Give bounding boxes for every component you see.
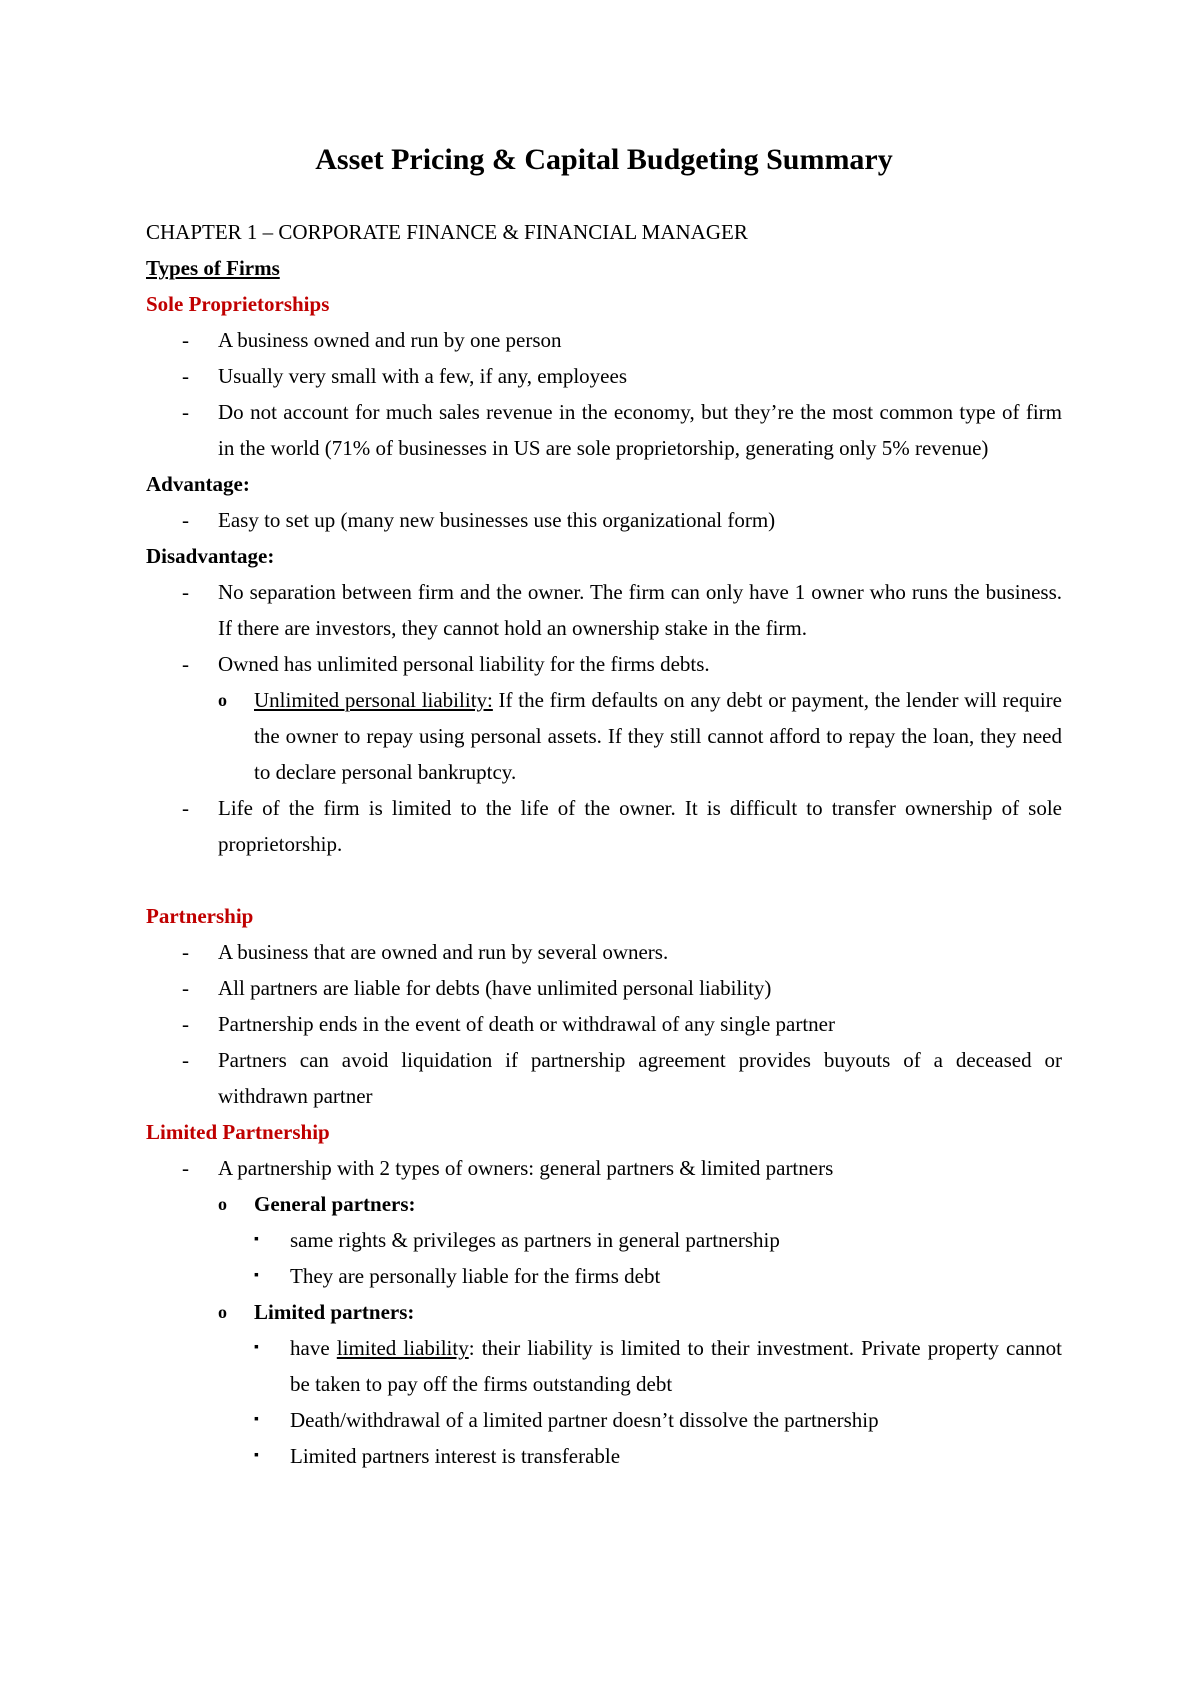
liability-sublist: [218, 682, 1062, 790]
square-bullet: ▪: [254, 1448, 259, 1463]
list-item: [146, 1042, 1062, 1114]
dash-bullet: -: [182, 940, 189, 964]
limited-liability-term: limited liability: [336, 1336, 469, 1360]
circle-bullet: o: [218, 1194, 227, 1214]
list-item-text: A business that are owned and run by several owners.: [218, 940, 669, 964]
dash-bullet: -: [182, 1048, 189, 1072]
list-item-text: They are personally liable for the firms debt: [290, 1264, 661, 1288]
square-bullet: ▪: [254, 1268, 259, 1283]
square-bullet: ▪: [254, 1412, 259, 1427]
list-item: [146, 1150, 1062, 1474]
list-item: [146, 574, 1062, 646]
chapter-heading: CHAPTER 1 – CORPORATE FINANCE & FINANCIAL MANAGER: [146, 220, 748, 244]
limited-partners-sublist: [254, 1330, 1062, 1474]
list-item: [254, 1258, 1062, 1294]
partnership-heading: Partnership: [146, 904, 254, 928]
list-item-text: Partnership ends in the event of death or withdrawal of any single partner: [218, 1012, 835, 1036]
list-item-text: No separation between firm and the owner. The firm can only have 1 owner who runs the business. If there are investors, they cannot hold an ownership stake in the firm.: [218, 580, 1062, 640]
partnership-list: [146, 934, 1062, 1114]
limited-partners-label: Limited partners:: [254, 1300, 415, 1324]
limited-liability-definition: : their liability is limited to their investment. Private property cannot be taken to pay off the firms outstanding debt: [290, 1336, 1062, 1396]
list-item: [218, 1186, 1062, 1294]
list-item: [146, 358, 1062, 394]
list-item-text: Easy to set up (many new businesses use this organizational form): [218, 508, 776, 532]
list-item-text: Usually very small with a few, if any, employees: [218, 364, 627, 388]
list-item: [218, 682, 1062, 790]
types-of-firms-heading: Types of Firms: [146, 256, 280, 280]
sole-proprietorships-heading: Sole Proprietorships: [146, 292, 330, 316]
list-item-text: Limited partners interest is transferable: [290, 1444, 621, 1468]
circle-bullet: o: [218, 1302, 227, 1322]
dash-bullet: -: [182, 652, 189, 676]
unlimited-liability-term: Unlimited personal liability:: [254, 688, 493, 712]
dash-bullet: -: [182, 796, 189, 820]
list-item-text: same rights & privileges as partners in general partnership: [290, 1228, 780, 1252]
disadvantage-label: Disadvantage:: [146, 544, 275, 568]
list-item-text: Partners can avoid liquidation if partnership agreement provides buyouts of a deceased or withdrawn partner: [218, 1048, 1062, 1108]
list-item: [254, 1402, 1062, 1438]
list-item-text: Life of the firm is limited to the life of the owner. It is difficult to transfer ownership of sole proprietorship.: [218, 796, 1062, 856]
list-item-text: A business owned and run by one person: [218, 328, 562, 352]
list-item-text: All partners are liable for debts (have unlimited personal liability): [218, 976, 772, 1000]
list-item: [254, 1222, 1062, 1258]
list-item: [146, 394, 1062, 466]
list-item: [146, 1006, 1062, 1042]
limited-partnership-heading: Limited Partnership: [146, 1120, 330, 1144]
disadvantage-list: [146, 574, 1062, 862]
list-item: [146, 322, 1062, 358]
list-item-text: Do not account for much sales revenue in the economy, but they’re the most common type of firm in the world (71% of businesses in US are sole proprietorship, generating only 5% revenue): [218, 400, 1062, 460]
list-item: [146, 934, 1062, 970]
dash-bullet: -: [182, 580, 189, 604]
square-bullet: ▪: [254, 1340, 259, 1355]
partner-types-sublist: [218, 1186, 1062, 1474]
circle-bullet: o: [218, 690, 227, 710]
limited-partnership-list: [146, 1150, 1062, 1474]
dash-bullet: -: [182, 328, 189, 352]
sole-proprietorships-list: [146, 322, 1062, 466]
list-item: [254, 1438, 1062, 1474]
list-item-text: A partnership with 2 types of owners: general partners & limited partners: [218, 1156, 834, 1180]
list-item-text: have: [290, 1336, 337, 1360]
dash-bullet: -: [182, 1156, 189, 1180]
list-item: [146, 646, 1062, 790]
dash-bullet: -: [182, 508, 189, 532]
list-item: [254, 1330, 1062, 1402]
list-item-text: Death/withdrawal of a limited partner doesn’t dissolve the partnership: [290, 1408, 879, 1432]
square-bullet: ▪: [254, 1232, 259, 1247]
advantage-label: Advantage:: [146, 472, 250, 496]
list-item-text: Owned has unlimited personal liability for the firms debts.: [218, 652, 710, 676]
list-item: [146, 970, 1062, 1006]
unlimited-liability-definition: If the firm defaults on any debt or payment, the lender will require the owner to repay using personal assets. If they still cannot afford to repay the loan, they need to declare personal bankruptcy.: [254, 688, 1062, 784]
list-item: [146, 790, 1062, 862]
general-partners-sublist: [254, 1222, 1062, 1294]
document-page: [146, 140, 1062, 1474]
list-item: [146, 502, 1062, 538]
dash-bullet: -: [182, 400, 189, 424]
advantage-list: [146, 502, 1062, 538]
general-partners-label: General partners:: [254, 1192, 416, 1216]
list-item: [218, 1294, 1062, 1474]
dash-bullet: -: [182, 976, 189, 1000]
dash-bullet: -: [182, 1012, 189, 1036]
document-title: Asset Pricing & Capital Budgeting Summary: [315, 143, 893, 176]
section-spacer: [146, 862, 1062, 898]
dash-bullet: -: [182, 364, 189, 388]
